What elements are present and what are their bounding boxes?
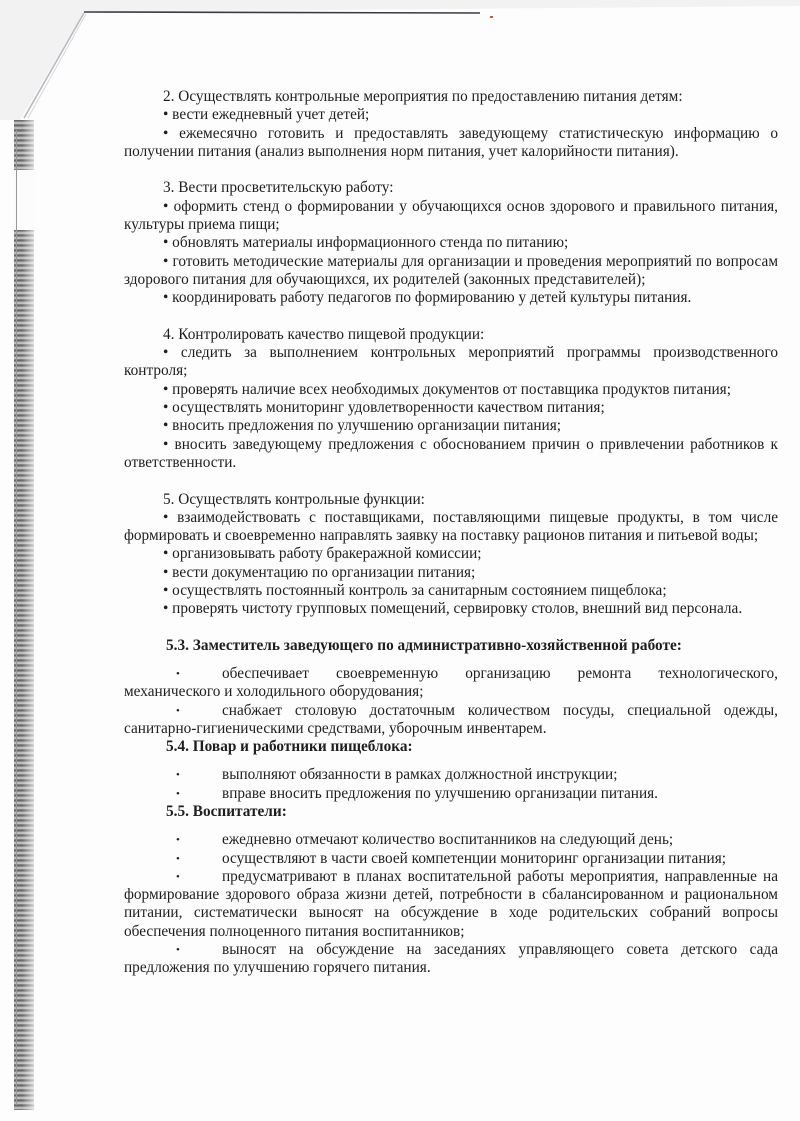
scan-artifact-dot (490, 16, 493, 18)
list-item: • вправе вносить предложения по улучшению организации питания. (176, 784, 659, 802)
list-item: • организовывать работу бракеражной комиссии; (163, 545, 482, 563)
list-item: • обеспечивает своевременную организацию ремонта технологического, механического и холодильного оборудования; (124, 664, 778, 701)
bullet-icon: • (176, 944, 180, 957)
section-4-heading: 4. Контролировать качество пищевой продукции: (163, 325, 485, 343)
document-body (124, 88, 778, 978)
bullet-icon: • (176, 667, 180, 680)
list-item: • выполняют обязанности в рамках должностной инструкции; (176, 766, 618, 784)
list-item: • ежемесячно готовить и предоставлять заведующему статистическую информацию о получении питания (анализ выполнения норм питания, учет калорийности питания). (124, 124, 778, 160)
subsection-5-5-title: 5.5. Воспитатели: (166, 802, 287, 820)
list-item: • ежедневно отмечают количество воспитанников на следующий день; (176, 831, 674, 849)
list-item: • координировать работу педагогов по формированию у детей культуры питания. (163, 289, 692, 307)
list-item: • взаимодействовать с поставщиками, поставляющими пищевые продукты, в том числе формировать и своевременно направлять заявку на поставку рационов питания и питьевой воды; (124, 508, 778, 545)
list-item: • снабжает столовую достаточным количеством посуды, специальной одежды, санитарно-гигиеническими средствами, уборочным инвентарем. (124, 701, 778, 737)
list-item: • оформить стенд о формировании у обучающихся основ здорового и правильного питания, культуры приема пищи; (124, 197, 778, 234)
list-item: • вести ежедневный учет детей; (163, 106, 370, 124)
subsection-5-3-title: 5.3. Заместитель заведующего по административно-хозяйственной работе: (166, 636, 682, 654)
bullet-icon: • (176, 834, 180, 847)
bullet-icon: • (176, 870, 180, 883)
bullet-icon: • (176, 787, 180, 800)
list-item: • выносят на обсуждение на заседаниях управляющего совета детского сада предложения по улучшению горячего питания. (124, 941, 778, 977)
section-5-heading: 5. Осуществлять контрольные функции: (163, 490, 425, 508)
list-item: • вносить заведующему предложения с обоснованием причин о привлечении работников к ответственности. (124, 435, 778, 471)
bullet-icon: • (176, 704, 180, 717)
list-item: • осуществлять мониторинг удовлетворенности качеством питания; (163, 399, 605, 417)
section-3-heading: 3. Вести просветительскую работу: (163, 179, 394, 197)
bullet-icon: • (176, 769, 180, 782)
list-item: • обновлять материалы информационного стенда по питанию; (163, 234, 569, 252)
section-2-heading: 2. Осуществлять контрольные мероприятия по предоставлению питания детям: (163, 88, 683, 105)
list-item: • проверять чистоту групповых помещений, сервировку столов, внешний вид персонала. (163, 600, 743, 618)
scan-edge-line (16, 130, 17, 1105)
scan-shadow-edge (14, 120, 34, 1110)
list-item: • осуществлять постоянный контроль за санитарным состоянием пищеблока; (163, 582, 667, 600)
list-item: • предусматривают в планах воспитательной работы мероприятия, направленные на формирование здорового образа жизни детей, потребности в сбалансированном и рациональном питании, систематически выносят на обсуждение в ходе родительских собраний вопросы обеспечения полноценного питания воспитанников; (124, 867, 778, 940)
subsection-5-4-title: 5.4. Повар и работники пищеблока: (166, 738, 413, 756)
bullet-icon: • (176, 852, 180, 865)
list-item: • вести документацию по организации питания; (163, 563, 476, 581)
list-item: • готовить методические материалы для организации и проведения мероприятий по вопросам здорового питания для обучающихся, их родителей (законных представителей); (124, 252, 778, 288)
list-item: • следить за выполнением контрольных мероприятий программы производственного контроля; (124, 344, 778, 380)
list-item: • проверять наличие всех необходимых документов от поставщика продуктов питания; (163, 380, 731, 398)
list-item: • осуществляют в части своей компетенции мониторинг организации питания; (176, 849, 726, 867)
list-item: • вносить предложения по улучшению организации питания; (163, 417, 562, 435)
